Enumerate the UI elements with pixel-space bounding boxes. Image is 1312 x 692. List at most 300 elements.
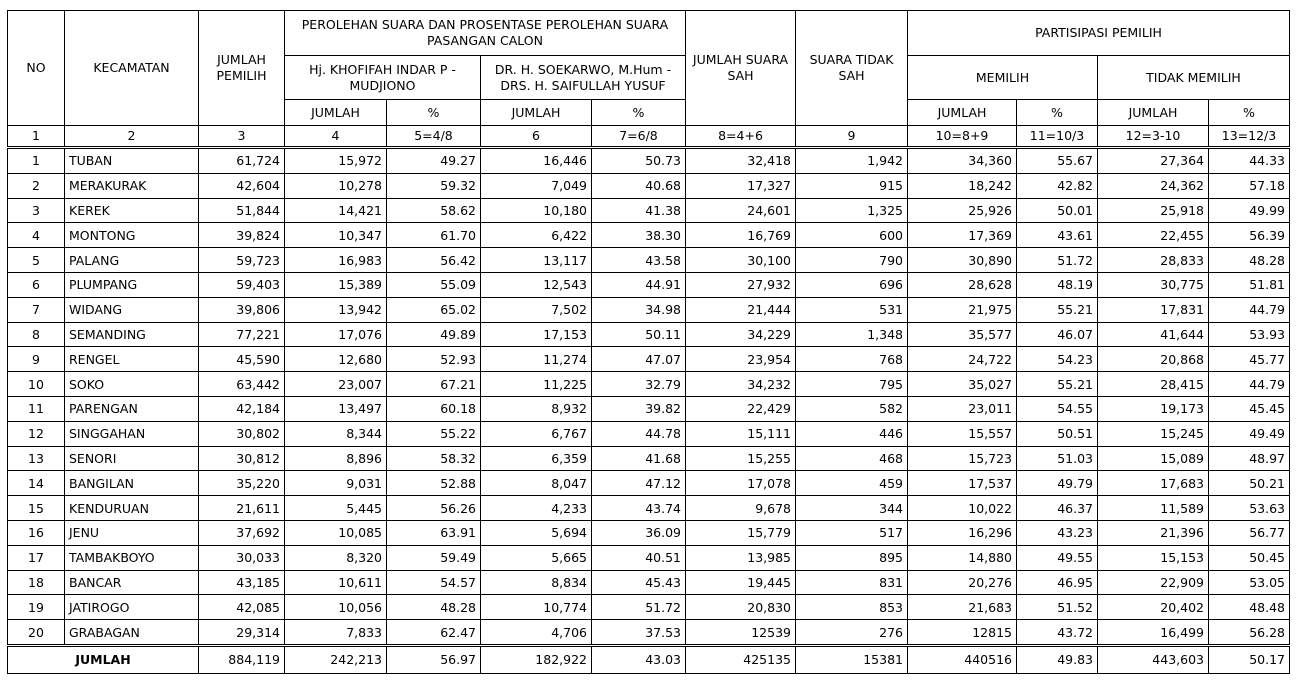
table-cell: 58.32 (387, 446, 481, 471)
row-number: 6 (8, 272, 65, 297)
table-cell: 43,185 (199, 570, 285, 595)
table-cell: 25,926 (908, 198, 1017, 223)
table-cell: 35,577 (908, 322, 1017, 347)
kecamatan-name: SOKO (65, 372, 199, 397)
table-cell: 44.33 (1209, 148, 1290, 174)
table-cell: 50.45 (1209, 545, 1290, 570)
row-number: 7 (8, 297, 65, 322)
table-cell: 46.07 (1017, 322, 1098, 347)
table-cell: 55.09 (387, 272, 481, 297)
table-cell: 21,975 (908, 297, 1017, 322)
table-cell: 10,022 (908, 496, 1017, 521)
table-cell: 17,831 (1098, 297, 1209, 322)
table-cell: 56.39 (1209, 223, 1290, 248)
kecamatan-name: BANCAR (65, 570, 199, 595)
table-cell: 56.77 (1209, 520, 1290, 545)
table-cell: 25,918 (1098, 198, 1209, 223)
table-row (8, 272, 1290, 297)
total-cell: 242,213 (285, 645, 387, 673)
header-calon1-persen: % (387, 100, 481, 126)
header-perolehan-suara: PEROLEHAN SUARA DAN PROSENTASE PEROLEHAN SUARA PASANGAN CALON (285, 11, 686, 56)
table-cell: 28,833 (1098, 248, 1209, 273)
table-cell: 8,344 (285, 421, 387, 446)
total-cell: 443,603 (1098, 645, 1209, 673)
kecamatan-name: JENU (65, 520, 199, 545)
table-cell: 51.52 (1017, 595, 1098, 620)
table-cell: 22,455 (1098, 223, 1209, 248)
table-cell: 48.19 (1017, 272, 1098, 297)
table-cell: 11,589 (1098, 496, 1209, 521)
table-cell: 21,444 (686, 297, 796, 322)
row-number: 13 (8, 446, 65, 471)
table-cell: 49.99 (1209, 198, 1290, 223)
table-row (8, 570, 1290, 595)
table-cell: 11,225 (481, 372, 592, 397)
table-cell: 51,844 (199, 198, 285, 223)
header-tidak-memilih-persen: % (1209, 100, 1290, 126)
table-cell: 12815 (908, 620, 1017, 646)
table-cell: 37,692 (199, 520, 285, 545)
table-cell: 15,779 (686, 520, 796, 545)
table-row (8, 421, 1290, 446)
total-cell: 884,119 (199, 645, 285, 673)
table-cell: 5,445 (285, 496, 387, 521)
table-cell: 696 (796, 272, 908, 297)
table-cell: 9,678 (686, 496, 796, 521)
index-cell: 7=6/8 (592, 126, 686, 148)
table-cell: 59.32 (387, 173, 481, 198)
table-cell: 23,011 (908, 396, 1017, 421)
table-cell: 23,007 (285, 372, 387, 397)
table-cell: 12,543 (481, 272, 592, 297)
table-cell: 8,047 (481, 471, 592, 496)
table-cell: 21,396 (1098, 520, 1209, 545)
kecamatan-name: TAMBAKBOYO (65, 545, 199, 570)
table-cell: 42,085 (199, 595, 285, 620)
table-cell: 30,100 (686, 248, 796, 273)
row-number: 14 (8, 471, 65, 496)
table-cell: 1,942 (796, 148, 908, 174)
table-row (8, 322, 1290, 347)
table-cell: 5,694 (481, 520, 592, 545)
table-cell: 36.09 (592, 520, 686, 545)
table-cell: 53.05 (1209, 570, 1290, 595)
table-cell: 4,233 (481, 496, 592, 521)
header-jumlah-pemilih: JUMLAH PEMILIH (199, 11, 285, 126)
table-cell: 38.30 (592, 223, 686, 248)
index-cell: 8=4+6 (686, 126, 796, 148)
index-cell: 4 (285, 126, 387, 148)
table-row (8, 198, 1290, 223)
table-cell: 446 (796, 421, 908, 446)
table-cell: 32,418 (686, 148, 796, 174)
table-cell: 24,362 (1098, 173, 1209, 198)
table-cell: 43.72 (1017, 620, 1098, 646)
table-row (8, 347, 1290, 372)
table-cell: 20,402 (1098, 595, 1209, 620)
table-cell: 48.28 (387, 595, 481, 620)
table-row (8, 396, 1290, 421)
table-cell: 21,611 (199, 496, 285, 521)
header-no: NO (8, 11, 65, 126)
table-cell: 56.26 (387, 496, 481, 521)
header-kecamatan: KECAMATAN (65, 11, 199, 126)
table-cell: 62.47 (387, 620, 481, 646)
table-cell: 600 (796, 223, 908, 248)
table-wrapper (7, 10, 1290, 674)
table-cell: 44.79 (1209, 297, 1290, 322)
table-cell: 50.21 (1209, 471, 1290, 496)
table-cell: 42.82 (1017, 173, 1098, 198)
table-body (8, 148, 1290, 646)
row-number: 8 (8, 322, 65, 347)
table-cell: 49.79 (1017, 471, 1098, 496)
index-cell: 1 (8, 126, 65, 148)
table-cell: 531 (796, 297, 908, 322)
table-cell: 54.55 (1017, 396, 1098, 421)
table-cell: 41.38 (592, 198, 686, 223)
table-cell: 59,403 (199, 272, 285, 297)
header-calon2-persen: % (592, 100, 686, 126)
table-cell: 44.91 (592, 272, 686, 297)
table-cell: 16,983 (285, 248, 387, 273)
table-cell: 4,706 (481, 620, 592, 646)
table-cell: 10,611 (285, 570, 387, 595)
table-cell: 18,242 (908, 173, 1017, 198)
table-cell: 37.53 (592, 620, 686, 646)
row-number: 19 (8, 595, 65, 620)
table-cell: 45,590 (199, 347, 285, 372)
table-cell: 34,229 (686, 322, 796, 347)
table-cell: 27,932 (686, 272, 796, 297)
table-cell: 52.93 (387, 347, 481, 372)
total-cell: 440516 (908, 645, 1017, 673)
table-cell: 61.70 (387, 223, 481, 248)
kecamatan-name: MERAKURAK (65, 173, 199, 198)
table-cell: 17,369 (908, 223, 1017, 248)
table-cell: 10,278 (285, 173, 387, 198)
table-cell: 50.11 (592, 322, 686, 347)
total-cell: 15381 (796, 645, 908, 673)
table-row (8, 297, 1290, 322)
table-cell: 49.89 (387, 322, 481, 347)
table-row (8, 520, 1290, 545)
row-number: 17 (8, 545, 65, 570)
row-number: 5 (8, 248, 65, 273)
table-cell: 853 (796, 595, 908, 620)
row-number: 3 (8, 198, 65, 223)
index-cell: 10=8+9 (908, 126, 1017, 148)
table-cell: 20,830 (686, 595, 796, 620)
table-cell: 517 (796, 520, 908, 545)
header-jumlah-suara-sah: JUMLAH SUARA SAH (686, 11, 796, 126)
table-cell: 24,722 (908, 347, 1017, 372)
kecamatan-name: PALANG (65, 248, 199, 273)
table-cell: 77,221 (199, 322, 285, 347)
header-calon2-jumlah: JUMLAH (481, 100, 592, 126)
table-cell: 55.21 (1017, 372, 1098, 397)
table-row (8, 173, 1290, 198)
table-cell: 6,767 (481, 421, 592, 446)
row-number: 16 (8, 520, 65, 545)
table-cell: 15,972 (285, 148, 387, 174)
table-cell: 39.82 (592, 396, 686, 421)
table-row (8, 372, 1290, 397)
table-cell: 15,557 (908, 421, 1017, 446)
row-number: 12 (8, 421, 65, 446)
total-cell: 49.83 (1017, 645, 1098, 673)
kecamatan-name: KEREK (65, 198, 199, 223)
table-row (8, 446, 1290, 471)
table-row (8, 545, 1290, 570)
table-cell: 52.88 (387, 471, 481, 496)
table-cell: 60.18 (387, 396, 481, 421)
table-cell: 67.21 (387, 372, 481, 397)
table-cell: 12539 (686, 620, 796, 646)
table-cell: 35,220 (199, 471, 285, 496)
table-cell: 51.03 (1017, 446, 1098, 471)
header-calon-1: Hj. KHOFIFAH INDAR P - MUDJIONO (285, 56, 481, 100)
table-cell: 8,896 (285, 446, 387, 471)
kecamatan-name: TUBAN (65, 148, 199, 174)
table-cell: 45.77 (1209, 347, 1290, 372)
table-cell: 47.07 (592, 347, 686, 372)
table-cell: 24,601 (686, 198, 796, 223)
table-cell: 44.79 (1209, 372, 1290, 397)
table-cell: 459 (796, 471, 908, 496)
row-number: 20 (8, 620, 65, 646)
table-cell: 42,604 (199, 173, 285, 198)
table-cell: 12,680 (285, 347, 387, 372)
table-cell: 10,056 (285, 595, 387, 620)
table-cell: 61,724 (199, 148, 285, 174)
table-cell: 63,442 (199, 372, 285, 397)
index-cell: 3 (199, 126, 285, 148)
kecamatan-name: KENDURUAN (65, 496, 199, 521)
table-row (8, 223, 1290, 248)
table-cell: 55.67 (1017, 148, 1098, 174)
table-cell: 42,184 (199, 396, 285, 421)
table-cell: 51.72 (1017, 248, 1098, 273)
table-cell: 56.28 (1209, 620, 1290, 646)
table-cell: 30,775 (1098, 272, 1209, 297)
table-cell: 795 (796, 372, 908, 397)
table-cell: 30,890 (908, 248, 1017, 273)
row-number: 15 (8, 496, 65, 521)
kecamatan-name: GRABAGAN (65, 620, 199, 646)
table-cell: 59.49 (387, 545, 481, 570)
table-cell: 49.55 (1017, 545, 1098, 570)
header-memilih: MEMILIH (908, 56, 1098, 100)
table-cell: 17,153 (481, 322, 592, 347)
table-cell: 46.95 (1017, 570, 1098, 595)
table-cell: 22,909 (1098, 570, 1209, 595)
table-cell: 15,111 (686, 421, 796, 446)
total-label: JUMLAH (8, 645, 199, 673)
table-row (8, 620, 1290, 646)
table-cell: 17,078 (686, 471, 796, 496)
table-cell: 768 (796, 347, 908, 372)
row-number: 4 (8, 223, 65, 248)
total-cell: 43.03 (592, 645, 686, 673)
table-cell: 7,833 (285, 620, 387, 646)
table-cell: 49.49 (1209, 421, 1290, 446)
table-cell: 54.23 (1017, 347, 1098, 372)
table-cell: 41.68 (592, 446, 686, 471)
header-partisipasi-pemilih: PARTISIPASI PEMILIH (908, 11, 1290, 56)
table-cell: 582 (796, 396, 908, 421)
table-cell: 50.73 (592, 148, 686, 174)
table-cell: 58.62 (387, 198, 481, 223)
table-cell: 468 (796, 446, 908, 471)
header-suara-tidak-sah: SUARA TIDAK SAH (796, 11, 908, 126)
table-cell: 15,153 (1098, 545, 1209, 570)
index-cell: 5=4/8 (387, 126, 481, 148)
table-cell: 1,325 (796, 198, 908, 223)
total-cell: 56.97 (387, 645, 481, 673)
table-cell: 32.79 (592, 372, 686, 397)
table-cell: 16,499 (1098, 620, 1209, 646)
table-cell: 47.12 (592, 471, 686, 496)
table-row (8, 496, 1290, 521)
table-cell: 45.43 (592, 570, 686, 595)
table-cell: 55.22 (387, 421, 481, 446)
table-cell: 19,445 (686, 570, 796, 595)
table-cell: 17,327 (686, 173, 796, 198)
table-cell: 53.93 (1209, 322, 1290, 347)
row-number: 10 (8, 372, 65, 397)
table-cell: 6,422 (481, 223, 592, 248)
table-cell: 276 (796, 620, 908, 646)
table-cell: 43.61 (1017, 223, 1098, 248)
header-tidak-memilih-jumlah: JUMLAH (1098, 100, 1209, 126)
table-cell: 13,497 (285, 396, 387, 421)
row-number: 18 (8, 570, 65, 595)
table-cell: 16,769 (686, 223, 796, 248)
table-cell: 44.78 (592, 421, 686, 446)
table-cell: 15,245 (1098, 421, 1209, 446)
table-cell: 28,415 (1098, 372, 1209, 397)
kecamatan-name: PARENGAN (65, 396, 199, 421)
table-cell: 49.27 (387, 148, 481, 174)
table-cell: 40.68 (592, 173, 686, 198)
table-cell: 13,985 (686, 545, 796, 570)
table-cell: 50.51 (1017, 421, 1098, 446)
header-calon1-jumlah: JUMLAH (285, 100, 387, 126)
table-cell: 11,274 (481, 347, 592, 372)
table-cell: 10,180 (481, 198, 592, 223)
table-cell: 63.91 (387, 520, 481, 545)
row-number: 2 (8, 173, 65, 198)
table-cell: 15,255 (686, 446, 796, 471)
table-cell: 45.45 (1209, 396, 1290, 421)
table-cell: 16,446 (481, 148, 592, 174)
election-results-table (7, 10, 1290, 674)
table-cell: 10,085 (285, 520, 387, 545)
kecamatan-name: PLUMPANG (65, 272, 199, 297)
row-number: 11 (8, 396, 65, 421)
table-cell: 7,502 (481, 297, 592, 322)
table-cell: 1,348 (796, 322, 908, 347)
table-cell: 23,954 (686, 347, 796, 372)
kecamatan-name: SEMANDING (65, 322, 199, 347)
header-tidak-memilih: TIDAK MEMILIH (1098, 56, 1290, 100)
table-cell: 50.01 (1017, 198, 1098, 223)
table-cell: 13,942 (285, 297, 387, 322)
table-cell: 915 (796, 173, 908, 198)
total-cell: 182,922 (481, 645, 592, 673)
table-cell: 16,296 (908, 520, 1017, 545)
table-cell: 39,806 (199, 297, 285, 322)
table-cell: 46.37 (1017, 496, 1098, 521)
table-cell: 8,834 (481, 570, 592, 595)
table-cell: 17,076 (285, 322, 387, 347)
table-cell: 27,364 (1098, 148, 1209, 174)
table-cell: 19,173 (1098, 396, 1209, 421)
table-cell: 14,880 (908, 545, 1017, 570)
table-cell: 10,774 (481, 595, 592, 620)
table-cell: 30,812 (199, 446, 285, 471)
table-cell: 22,429 (686, 396, 796, 421)
total-row (8, 645, 1290, 673)
table-cell: 30,033 (199, 545, 285, 570)
table-cell: 39,824 (199, 223, 285, 248)
index-cell: 12=3-10 (1098, 126, 1209, 148)
table-cell: 29,314 (199, 620, 285, 646)
index-cell: 2 (65, 126, 199, 148)
header-memilih-persen: % (1017, 100, 1098, 126)
table-cell: 17,683 (1098, 471, 1209, 496)
table-cell: 48.97 (1209, 446, 1290, 471)
table-cell: 43.58 (592, 248, 686, 273)
table-cell: 65.02 (387, 297, 481, 322)
table-cell: 34.98 (592, 297, 686, 322)
table-cell: 8,320 (285, 545, 387, 570)
table-row (8, 248, 1290, 273)
table-cell: 20,276 (908, 570, 1017, 595)
index-cell: 9 (796, 126, 908, 148)
index-cell: 13=12/3 (1209, 126, 1290, 148)
table-cell: 40.51 (592, 545, 686, 570)
table-cell: 48.48 (1209, 595, 1290, 620)
table-cell: 59,723 (199, 248, 285, 273)
table-cell: 57.18 (1209, 173, 1290, 198)
table-cell: 7,049 (481, 173, 592, 198)
row-number: 9 (8, 347, 65, 372)
table-cell: 10,347 (285, 223, 387, 248)
kecamatan-name: SINGGAHAN (65, 421, 199, 446)
table-cell: 15,389 (285, 272, 387, 297)
index-cell: 11=10/3 (1017, 126, 1098, 148)
table-row (8, 471, 1290, 496)
table-cell: 55.21 (1017, 297, 1098, 322)
table-cell: 9,031 (285, 471, 387, 496)
table-cell: 28,628 (908, 272, 1017, 297)
table-cell: 51.81 (1209, 272, 1290, 297)
kecamatan-name: SENORI (65, 446, 199, 471)
table-cell: 344 (796, 496, 908, 521)
table-cell: 895 (796, 545, 908, 570)
total-cell: 50.17 (1209, 645, 1290, 673)
table-cell: 30,802 (199, 421, 285, 446)
table-cell: 41,644 (1098, 322, 1209, 347)
table-cell: 14,421 (285, 198, 387, 223)
total-cell: 425135 (686, 645, 796, 673)
index-cell: 6 (481, 126, 592, 148)
table-cell: 5,665 (481, 545, 592, 570)
kecamatan-name: JATIROGO (65, 595, 199, 620)
table-row (8, 595, 1290, 620)
